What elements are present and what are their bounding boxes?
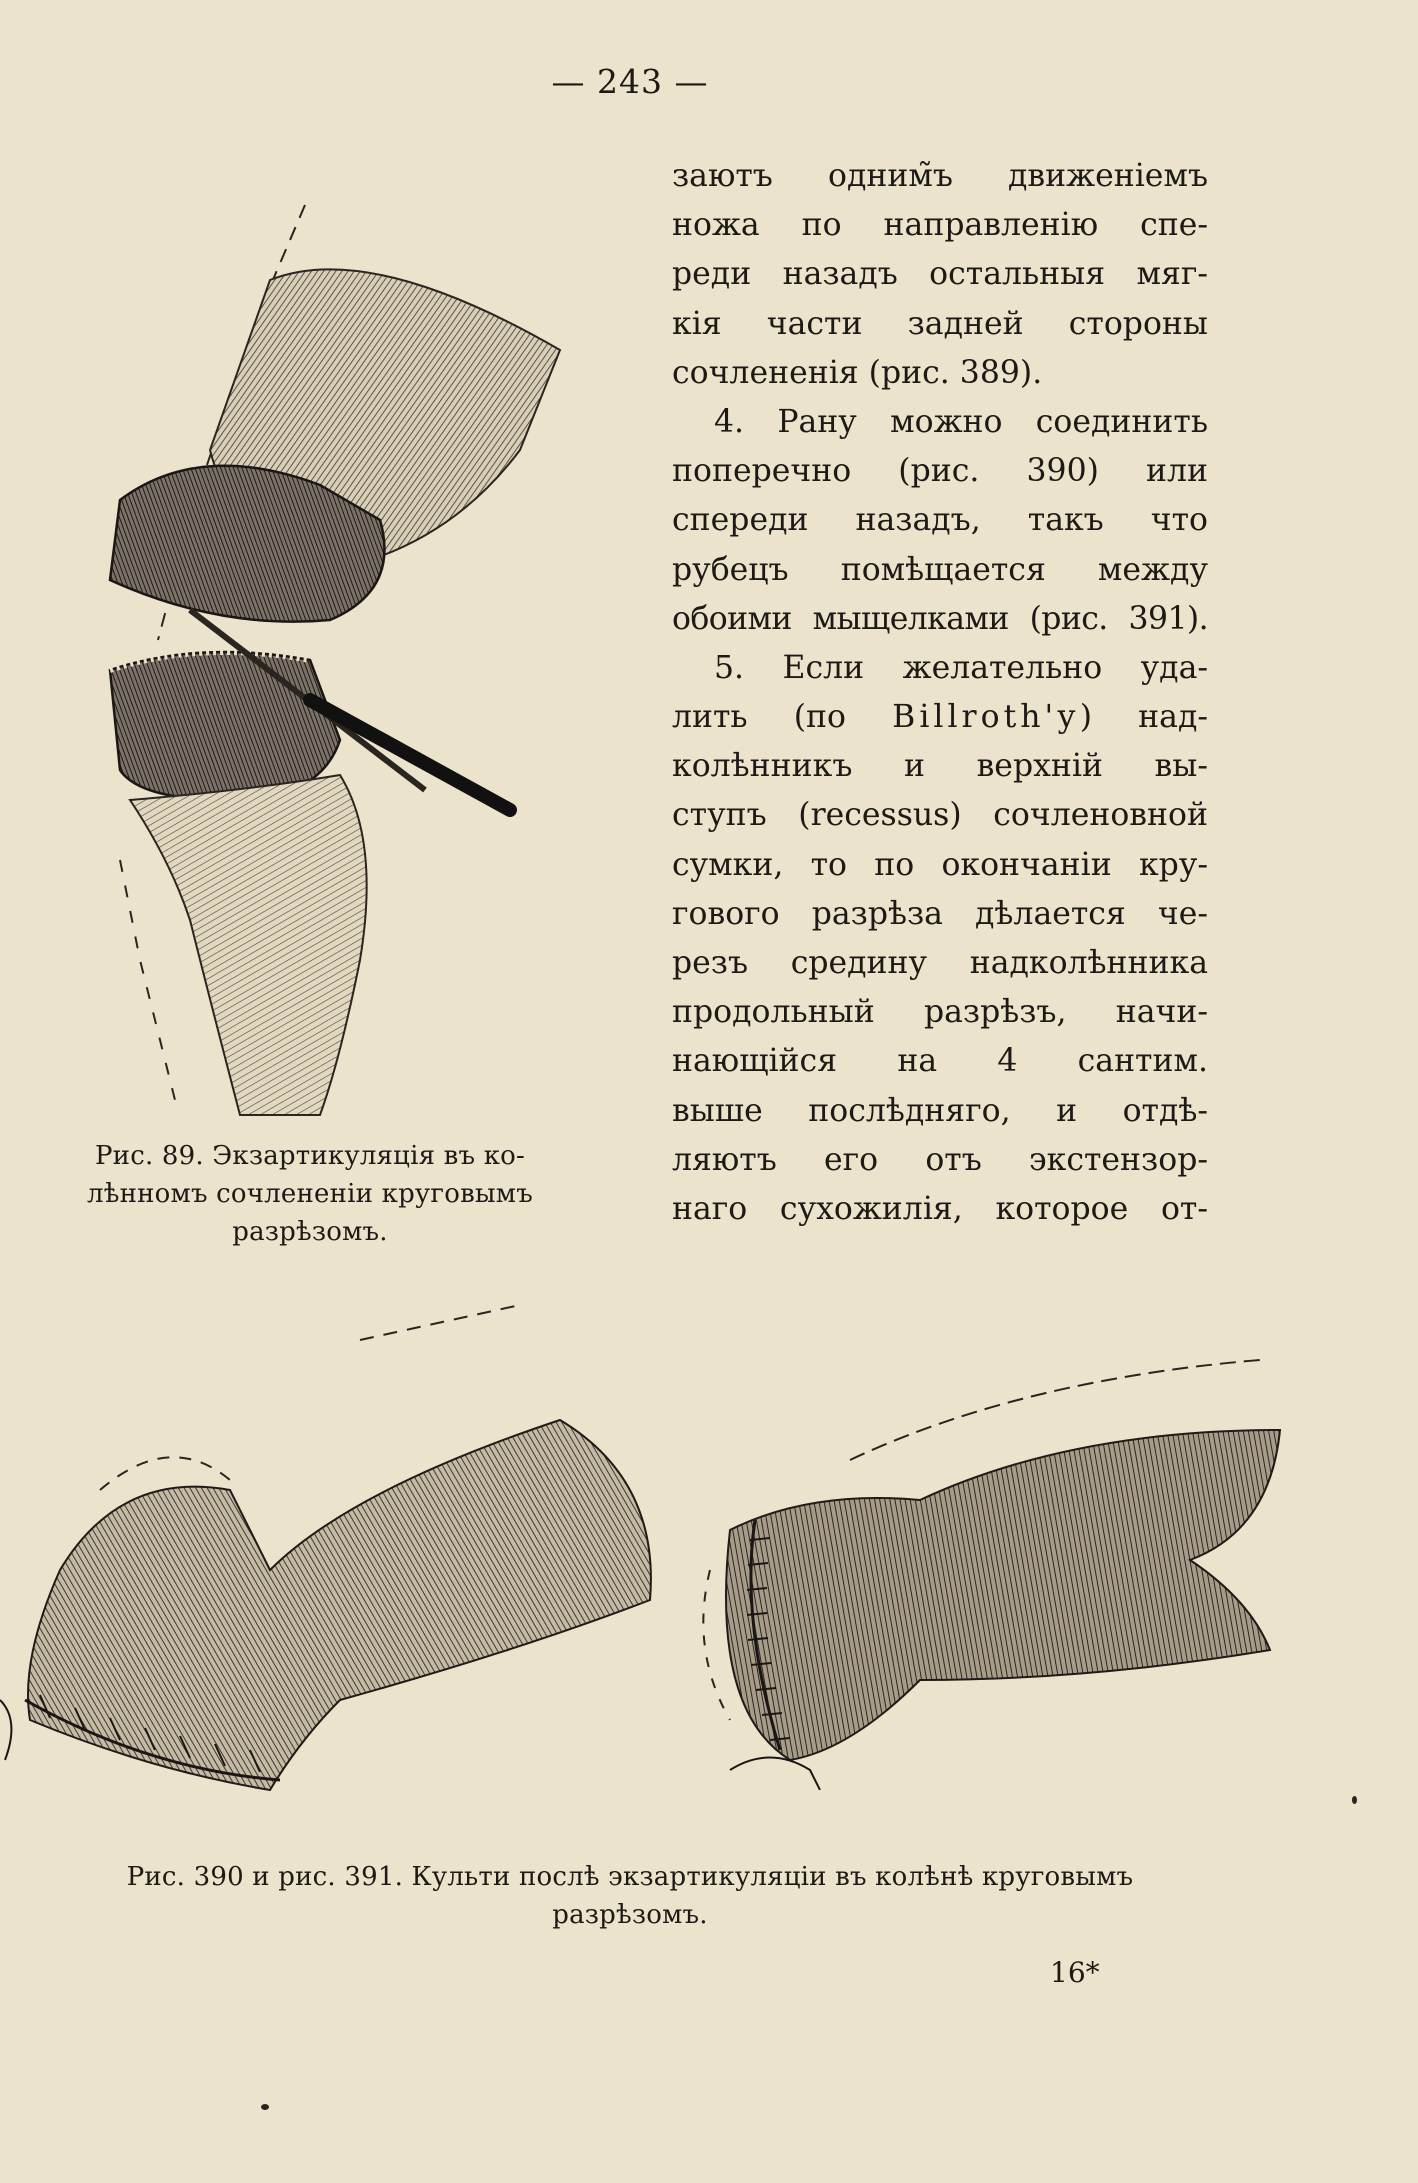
text-line: нающійся на 4 сантим. bbox=[672, 1043, 1208, 1080]
text-line: ступъ (recessus) сочленовной bbox=[672, 797, 1208, 834]
text-line: резъ средину надколѣнника bbox=[672, 945, 1208, 981]
caption-line: Рис. 89. Экзартикуляція въ ко- bbox=[94, 1141, 525, 1171]
figure-89 bbox=[80, 200, 580, 1130]
text-line: ляютъ его отъ экстензор- bbox=[672, 1141, 1208, 1178]
figure-390 bbox=[0, 1300, 670, 1820]
text-line: выше послѣдняго, и отдѣ- bbox=[672, 1092, 1208, 1129]
text-line: гового разрѣза дѣлается че- bbox=[672, 895, 1208, 932]
text-line: кія части задней стороны bbox=[672, 305, 1208, 342]
signature-mark: 16* bbox=[1050, 1956, 1100, 1989]
print-speck bbox=[261, 2104, 269, 2110]
text-line: наго сухожилія, которое от- bbox=[672, 1190, 1208, 1227]
text-line: ножа по направленію спе- bbox=[672, 207, 1208, 244]
text-line: сочлененія (рис. 389). bbox=[672, 354, 1043, 391]
text-line: 4. Рану можно соединить bbox=[714, 403, 1208, 440]
caption-line: лѣнномъ сочлененіи круговымъ bbox=[87, 1179, 533, 1209]
figure-390-391-caption bbox=[30, 1858, 1230, 1934]
print-speck bbox=[1352, 1796, 1357, 1804]
figure-391 bbox=[670, 1350, 1290, 1790]
text-line-with-name bbox=[672, 693, 1208, 742]
page-number: — 243 — bbox=[551, 62, 709, 101]
text-line: продольный разрѣзъ, начи- bbox=[672, 994, 1208, 1031]
text-fragment: лить (по bbox=[672, 699, 846, 736]
figure-89-illustration bbox=[80, 200, 580, 1130]
text-line: реди назадъ остальныя мяг- bbox=[672, 256, 1208, 293]
figure-89-caption bbox=[40, 1137, 580, 1251]
figure-390-illustration bbox=[0, 1300, 670, 1820]
text-line: сумки, то по окончаніи кру- bbox=[672, 846, 1208, 883]
body-text-column bbox=[672, 152, 1208, 1234]
figure-391-illustration bbox=[670, 1350, 1290, 1790]
text-line: колѣнникъ и верхній вы- bbox=[672, 748, 1208, 785]
author-name: Billroth'у bbox=[892, 699, 1080, 736]
text-line: спереди назадъ, такъ что bbox=[672, 502, 1208, 539]
text-fragment: ) над- bbox=[1079, 699, 1208, 736]
text-line: рубецъ помѣщается между bbox=[672, 551, 1208, 588]
caption-line: разрѣзомъ. bbox=[232, 1217, 388, 1247]
text-line: заютъ одним̃ъ движеніемъ bbox=[672, 158, 1208, 194]
text-line: поперечно (рис. 390) или bbox=[672, 453, 1208, 490]
caption-line: разрѣзомъ. bbox=[552, 1900, 708, 1930]
caption-line: Рис. 390 и рис. 391. Культи послѣ экзартикуляціи въ колѣнѣ круговымъ bbox=[126, 1862, 1134, 1892]
text-line: 5. Если желательно уда- bbox=[714, 649, 1208, 686]
text-line: обоими мыщелками (рис. 391). bbox=[672, 600, 1208, 637]
